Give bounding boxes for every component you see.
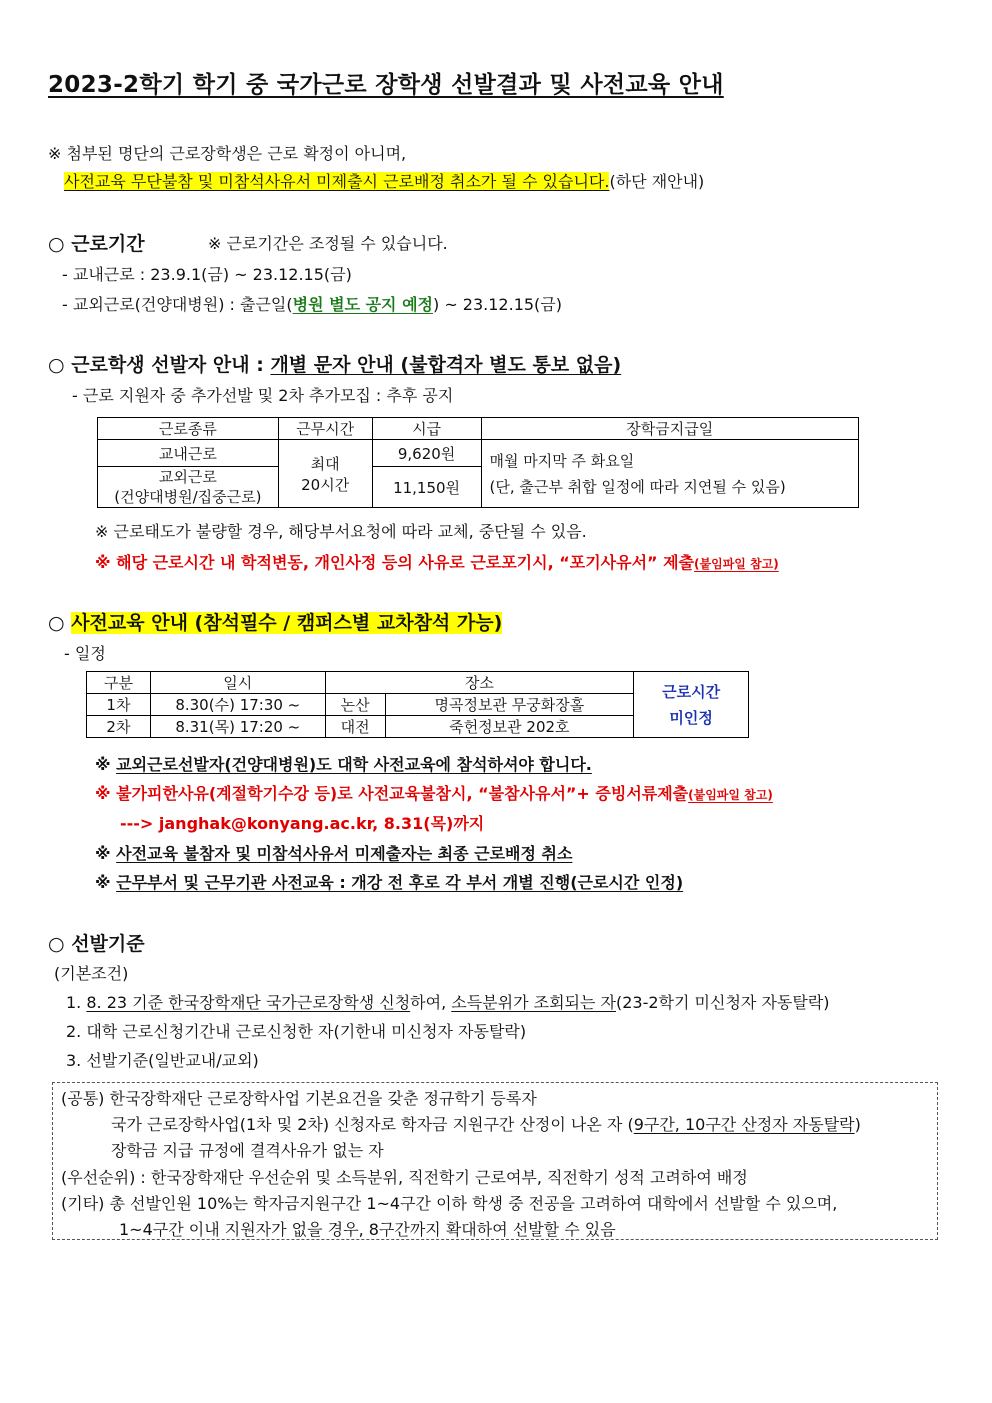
- criteria-item-1-note: (23-2학기 미신청자 자동탈락): [616, 993, 830, 1012]
- education-note-4: [95, 841, 572, 864]
- work-table-header: 근무시간: [278, 418, 372, 440]
- criteria-common-3: 장학금 지급 규정에 결격사유가 없는 자: [111, 1141, 384, 1160]
- education-note-1: [95, 752, 592, 775]
- education-note-5: [95, 870, 683, 893]
- work-type-oncampus: 교내근로: [98, 440, 279, 467]
- session-place: 명곡정보관 무궁화장홀: [385, 694, 634, 716]
- education-table: [86, 671, 749, 738]
- selection-note-2-attach: (붙임파일 참고): [694, 557, 779, 571]
- criteria-common-2-close: ): [854, 1115, 861, 1134]
- education-note-5-mark: ※: [95, 873, 117, 892]
- criteria-item-1-join: 하여,: [410, 993, 452, 1012]
- wage-oncampus: 9,620원: [372, 440, 481, 467]
- period-hospital-notice: 병원 별도 공지 예정: [292, 295, 433, 314]
- period-offcampus-prefix: - 교외근로(건양대병원) : 출근일(: [62, 295, 293, 314]
- education-sub: - 일정: [64, 644, 106, 663]
- criteria-common-2-text: 국가 근로장학사업(1차 및 2차) 신청자로 학자금 지원구간 산정이 나온 자 (: [111, 1115, 634, 1134]
- period-heading: ○ 근로기간: [48, 233, 145, 255]
- education-note-1-text: 교외근로선발자(건양대병원)도 대학 사전교육에 참석하셔야 합니다.: [116, 755, 592, 774]
- work-type-offcampus-detail: (건양대병원/집중근로): [114, 488, 262, 506]
- page-title: 2023-2학기 학기 중 국가근로 장학생 선발결과 및 사전교육 안내: [48, 72, 724, 98]
- work-type-offcampus-label: 교외근로: [158, 468, 217, 486]
- pay-date-main: 매월 마지막 주 화요일: [489, 451, 635, 470]
- session-campus: 대전: [325, 716, 385, 738]
- education-submit-email: ---> janghak@konyang.ac.kr, 8.31(목)까지: [120, 814, 485, 833]
- education-table-header: 구분: [87, 672, 151, 694]
- education-table-header: 장소: [325, 672, 633, 694]
- work-table-header: 장학금지급일: [481, 418, 858, 440]
- session-campus: 논산: [325, 694, 385, 716]
- criteria-heading: ○ 선발기준: [48, 933, 145, 955]
- criteria-priority: (우선순위) : 한국장학재단 우선순위 및 소득분위, 직전학기 근로여부, 직전학기 성적 고려하여 배정: [61, 1168, 748, 1187]
- selection-sub: - 근로 지원자 중 추가선발 및 2차 추가모집 : 추후 공지: [72, 386, 454, 405]
- criteria-item-1-number: 1.: [66, 993, 87, 1012]
- education-note-2-attach: (붙임파일 참고): [688, 788, 773, 802]
- notice-warning-suffix: (하단 재안내): [609, 172, 705, 191]
- session-place: 죽헌정보관 202호: [385, 716, 634, 738]
- period-offcampus-suffix: ) ~ 23.12.15(금): [432, 295, 562, 314]
- work-table-header: 근로종류: [98, 418, 279, 440]
- selection-note-1: ※ 근로태도가 불량할 경우, 해당부서요청에 따라 교체, 중단될 수 있음.: [95, 522, 587, 541]
- criteria-item-2: 2. 대학 근로신청기간내 근로신청한 자(기한내 미신청자 자동탈락): [66, 1022, 527, 1041]
- period-offcampus: [62, 292, 562, 315]
- session-date: 8.31(목) 17:20 ~: [150, 716, 325, 738]
- selection-note-2-text: ※ 해당 근로시간 내 학적변동, 개인사정 등의 사유로 근로포기시, “포기사유서” 제출: [95, 553, 695, 572]
- education-note-2-text: ※ 불가피한사유(계절학기수강 등)로 사전교육불참시, “불참사유서”+ 증빙서류제출: [95, 784, 689, 803]
- work-table: [97, 417, 859, 508]
- criteria-other-2: 1~4구간 이내 지원자가 없을 경우, 8구간까지 확대하여 선발할 수 있음: [119, 1220, 616, 1239]
- selection-heading: [48, 350, 621, 377]
- selection-heading-label: ○ 근로학생 선발자 안내 :: [48, 354, 271, 376]
- education-side-label-b: 미인정: [669, 708, 713, 727]
- education-note-5-text: 근무부서 및 근무기관 사전교육 : 개강 전 후로 각 부서 개별 진행(근로시간 인정): [116, 873, 684, 892]
- education-heading-bullet: ○: [48, 612, 72, 634]
- pay-date-note: (단, 출근부 취합 일정에 따라 지연될 수 있음): [489, 477, 786, 496]
- selection-note-2: [95, 550, 779, 573]
- education-note-2: [95, 781, 773, 804]
- education-heading-text: 사전교육 안내 (참석필수 / 캠퍼스별 교차참석 가능): [71, 612, 503, 634]
- criteria-item-1-income: 소득분위가 조회되는 자: [451, 993, 616, 1012]
- criteria-other: (기타) 총 선발인원 10%는 학자금지원구간 1~4구간 이하 학생 중 전공을 고려하여 대학에서 선발할 수 있으며,: [61, 1194, 838, 1213]
- criteria-item-1-apply: 8. 23 기준 한국장학재단 국가근로장학생 신청: [86, 993, 411, 1012]
- work-hours-value: 20시간: [301, 475, 350, 494]
- work-hours: [278, 440, 372, 508]
- period-note: ※ 근로기간은 조정될 수 있습니다.: [208, 234, 448, 253]
- pay-date: [481, 440, 858, 508]
- education-note-4-mark: ※: [95, 844, 117, 863]
- period-oncampus: - 교내근로 : 23.9.1(금) ~ 23.12.15(금): [62, 265, 352, 284]
- wage-offcampus: 11,150원: [372, 467, 481, 508]
- session-number: 1차: [87, 694, 151, 716]
- education-note-4-text: 사전교육 불참자 및 미참석사유서 미제출자는 최종 근로배정 취소: [116, 844, 573, 863]
- education-note-1-mark: ※: [95, 755, 117, 774]
- criteria-common: (공통) 한국장학재단 근로장학사업 기본요건을 갖춘 정규학기 등록자: [61, 1089, 537, 1108]
- session-number: 2차: [87, 716, 151, 738]
- criteria-item-3: 3. 선발기준(일반교내/교외): [66, 1051, 259, 1070]
- session-date: 8.30(수) 17:30 ~: [150, 694, 325, 716]
- education-table-header: 일시: [150, 672, 325, 694]
- criteria-item-1: [66, 990, 830, 1013]
- criteria-common-2-exclude: 9구간, 10구간 산정자 자동탈락: [633, 1115, 855, 1134]
- education-side-label-a: 근로시간: [662, 682, 721, 701]
- work-type-offcampus: [98, 467, 279, 508]
- criteria-basic: (기본조건): [54, 964, 129, 983]
- notice-warning-highlight: 사전교육 무단불참 및 미참석사유서 미제출시 근로배정 취소가 될 수 있습니다.: [64, 172, 610, 191]
- work-hours-max: 최대: [310, 454, 340, 473]
- work-table-header: 시급: [372, 418, 481, 440]
- selection-heading-detail: 개별 문자 안내 (불합격자 별도 통보 없음): [270, 354, 622, 376]
- criteria-box: [52, 1082, 938, 1240]
- notice-line-2: [64, 169, 704, 192]
- education-heading: [48, 608, 502, 635]
- notice-line-1: ※ 첨부된 명단의 근로장학생은 근로 확정이 아니며,: [48, 144, 407, 163]
- criteria-common-2: [111, 1112, 861, 1135]
- education-hours-not-recognized: [634, 672, 749, 738]
